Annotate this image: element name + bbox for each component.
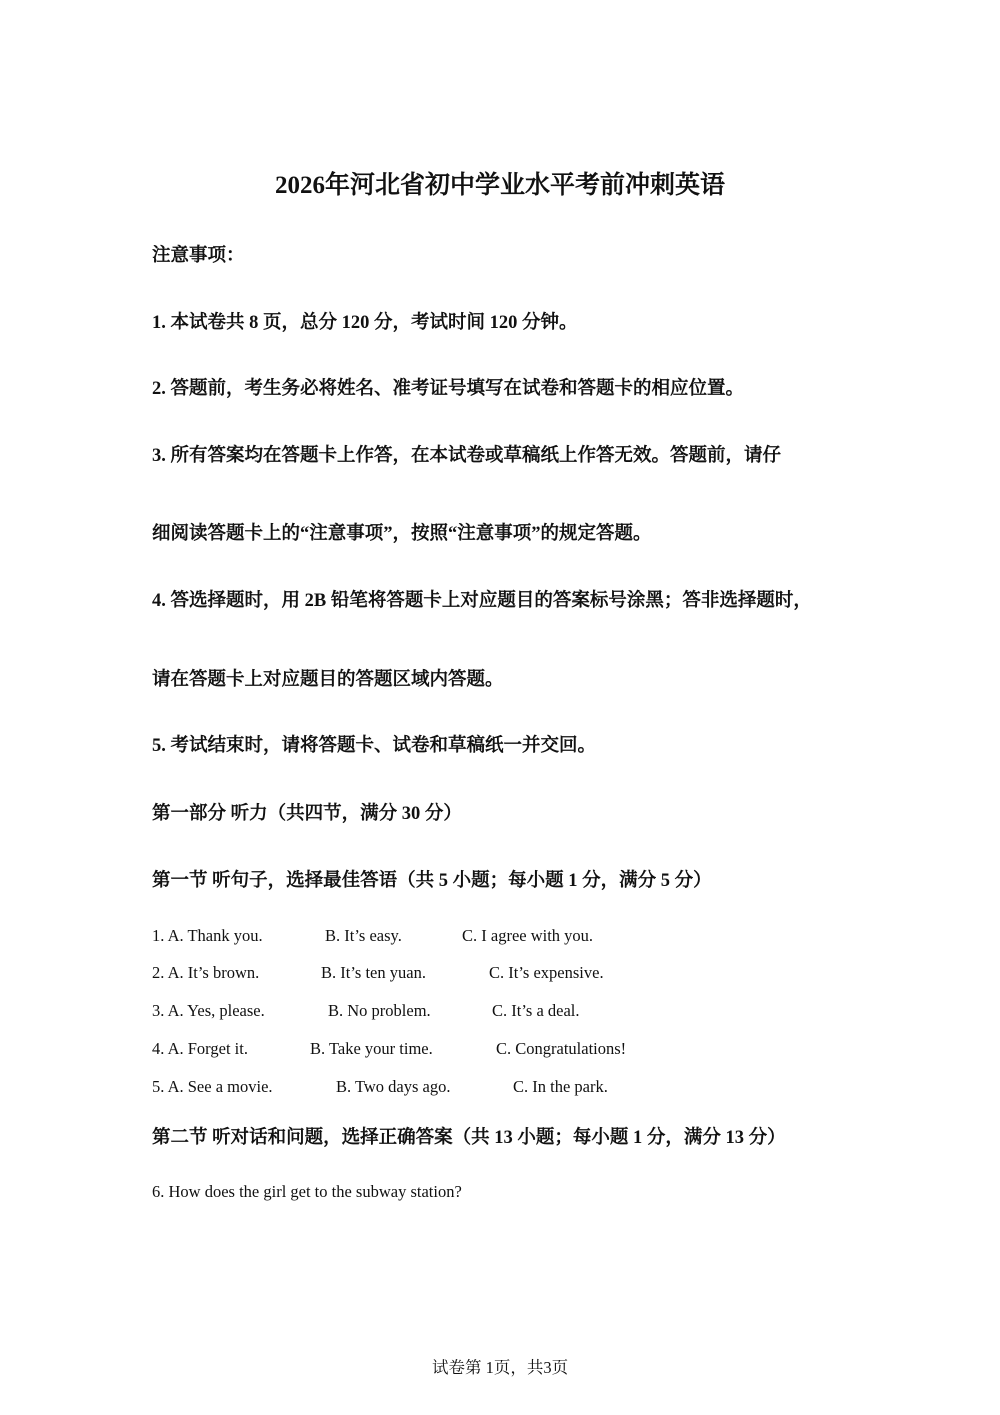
option-a: 2. A. It’s brown. [152,963,260,982]
option-b: B. Two days ago. [336,1077,451,1096]
page-footer: 试卷第 1页，共3页 [431,1358,569,1377]
notice-item-4-continued: 请在答题卡上对应题目的答题区域内答题。 [152,670,504,690]
option-c: C. It’s expensive. [489,963,604,982]
notice-item-1: 1. 本试卷共 8 页，总分 120 分，考试时间 120 分钟。 [152,313,578,333]
option-a: 3. A. Yes, please. [152,1001,265,1020]
option-c: C. It’s a deal. [492,1001,580,1020]
notice-item-2: 2. 答题前，考生务必将姓名、准考证号填写在试卷和答题卡的相应位置。 [152,379,745,399]
option-b: B. It’s easy. [325,926,402,945]
option-a: 4. A. Forget it. [152,1039,248,1058]
question-6: 6. How does the girl get to the subway station? [152,1182,462,1201]
option-c: C. Congratulations! [496,1039,627,1058]
option-b: B. It’s ten yuan. [321,963,426,982]
option-c: C. I agree with you. [462,926,594,945]
notice-item-4: 4. 答选择题时，用 2B 铅笔将答题卡上对应题目的答案标号涂黑；答非选择题时， [152,591,812,611]
part1-heading: 第一部分 听力（共四节，满分 30 分） [152,804,462,824]
notice-item-3-continued: 细阅读答题卡上的“注意事项”，按照“注意事项”的规定答题。 [152,524,652,544]
option-b: B. No problem. [328,1001,431,1020]
section1-heading: 第一节 听句子，选择最佳答语（共 5 小题；每小题 1 分，满分 5 分） [152,871,712,891]
notice-item-3: 3. 所有答案均在答题卡上作答，在本试卷或草稿纸上作答无效。答题前，请仔 [152,446,782,466]
notice-heading: 注意事项： [152,246,245,266]
option-a: 5. A. See a movie. [152,1077,273,1096]
section2-heading: 第二节 听对话和问题，选择正确答案（共 13 小题；每小题 1 分，满分 13 分） [152,1128,786,1148]
page-title: 2026年河北省初中学业水平考前冲刺英语 [274,172,725,199]
option-b: B. Take your time. [310,1039,433,1058]
option-a: 1. A. Thank you. [152,926,263,945]
option-c: C. In the park. [513,1077,608,1096]
notice-item-5: 5. 考试结束时，请将答题卡、试卷和草稿纸一并交回。 [152,736,597,756]
